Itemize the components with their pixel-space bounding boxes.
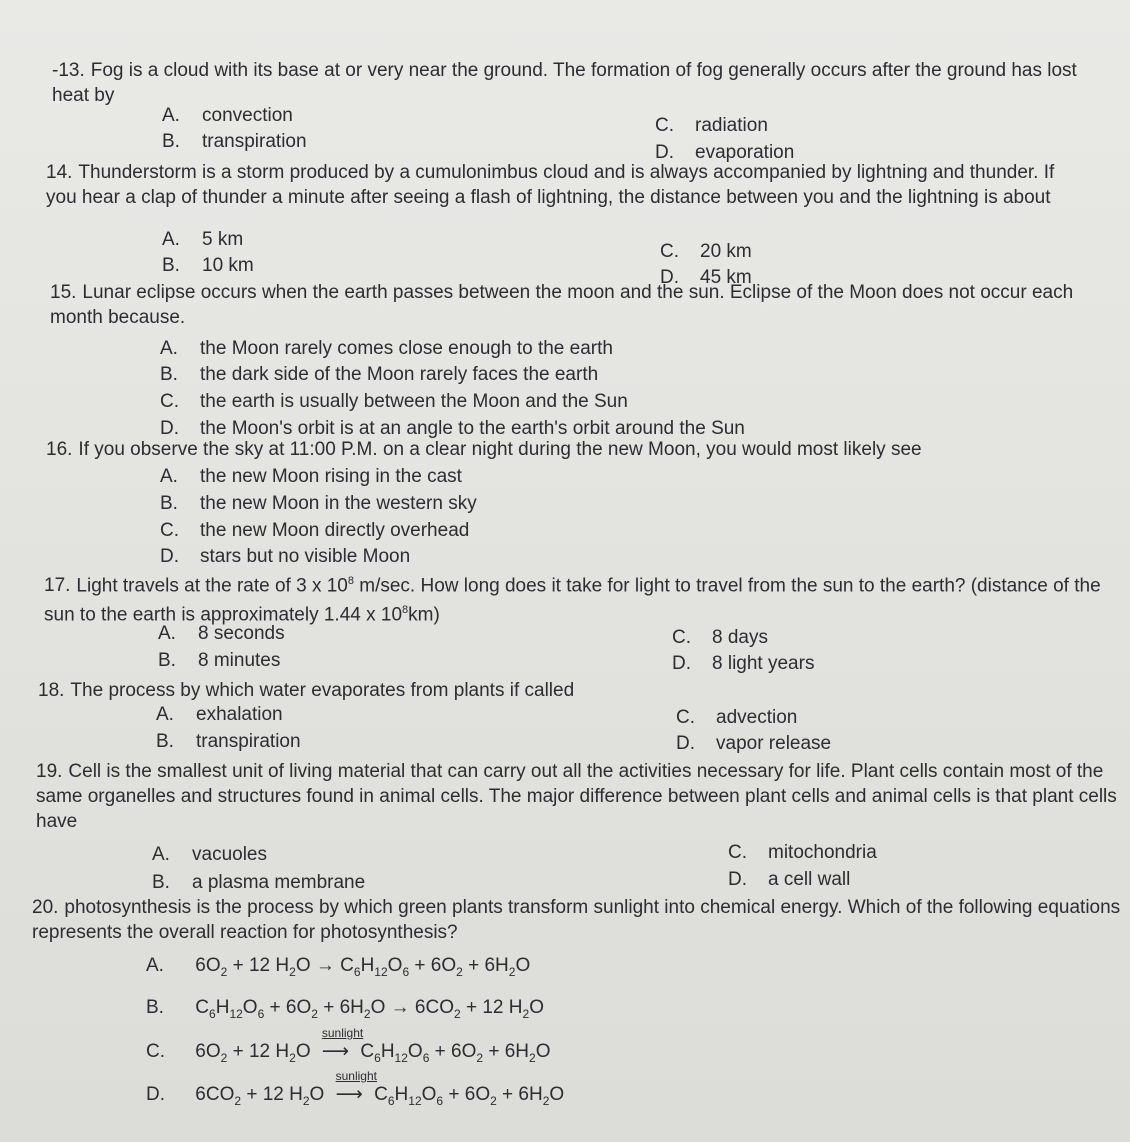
- option-b[interactable]: B. transpiration: [162, 131, 307, 152]
- option-d[interactable]: D. the Moon's orbit is at an angle to the earth's orbit around the Sun: [160, 418, 745, 439]
- option-b[interactable]: B. 10 km: [162, 255, 254, 276]
- option-b[interactable]: B. the dark side of the Moon rarely faces the earth: [160, 364, 599, 385]
- question-stem: 16. If you observe the sky at 11:00 P.M. on a clear night during the new Moon, you would most likely see: [46, 439, 922, 460]
- question-stem: -13. Fog is a cloud with its base at or very near the ground. The formation of fog generally occurs after the ground has lost heat by: [52, 60, 1077, 106]
- option-a[interactable]: A. vacuoles: [152, 844, 267, 865]
- option-d[interactable]: D. stars but no visible Moon: [160, 546, 411, 567]
- option-b[interactable]: B. the new Moon in the western sky: [160, 493, 477, 514]
- question-stem: 20. photosynthesis is the process by which green plants transform sunlight into chemical energy. Which of the following equations represents the overall reaction for photosynthesis?: [32, 897, 1121, 943]
- question-stem: 19. Cell is the smallest unit of living material that can carry out all the activities necessary for life. Plant cells contain most of the same organelles and structures found in animal cells. The major difference between plant cells and animal cells is that plant cells have: [36, 761, 1117, 832]
- option-a[interactable]: A. convection: [162, 105, 293, 126]
- option-a[interactable]: A. the new Moon rising in the cast: [160, 466, 462, 487]
- equation: $6CO_2 + 12$ $H_2O$ sunlight ⟶ $C_6H_{12}O_6 + 6O_2 + 6H_2O$: [195, 1069, 565, 1108]
- option-c[interactable]: C. the earth is usually between the Moon and the Sun: [160, 391, 628, 412]
- option-b[interactable]: B. 8 minutes: [158, 650, 281, 671]
- option-b[interactable]: B. transpiration: [156, 731, 301, 752]
- option-b[interactable]: B. $C_6H_{12}O_6 + 6O_2 + 6H_2O \to 6CO_2 + 12$ $H_2O$: [146, 997, 544, 1021]
- question-stem: 15. Lunar eclipse occurs when the earth passes between the moon and the sun. Eclipse of the Moon does not occur each month because.: [50, 282, 1074, 328]
- option-c[interactable]: C. mitochondria: [728, 842, 877, 863]
- option-c[interactable]: C. $6O_2 + 12$ $H_2O$ sunlight ⟶ $C_6H_{12}O_6 + 6O_2 + 6H_2O$: [146, 1026, 551, 1065]
- question-stem: 14. Thunderstorm is a storm produced by a cumulonimbus cloud and is always accompanied by lightning and thunder. If you hear a clap of thunder a minute after seeing a flash of lightning, the distance between you and the lightning is about: [46, 162, 1055, 208]
- option-c[interactable]: C. radiation: [655, 115, 768, 136]
- arrow-label: sunlight: [335, 1069, 377, 1083]
- option-b[interactable]: B. a plasma membrane: [152, 872, 366, 893]
- option-d[interactable]: D. a cell wall: [728, 869, 851, 890]
- equation: $C_6H_{12}O_6 + 6O_2 + 6H_2O \to 6CO_2 + 12$ $H_2O$: [195, 997, 544, 1021]
- option-d[interactable]: D. vapor release: [676, 733, 832, 754]
- option-a[interactable]: A. 8 seconds: [158, 623, 285, 644]
- option-a[interactable]: A. exhalation: [156, 704, 283, 725]
- option-c[interactable]: C. 8 days: [672, 627, 768, 648]
- option-d[interactable]: D. evaporation: [655, 142, 795, 163]
- question-stem: 18. The process by which water evaporates from plants if called: [38, 680, 575, 701]
- arrow-label: sunlight: [321, 1026, 364, 1040]
- option-c[interactable]: C. advection: [676, 707, 798, 728]
- option-d[interactable]: D. 45 km: [660, 267, 752, 288]
- option-d[interactable]: D. 8 light years: [672, 653, 815, 674]
- option-a[interactable]: A. 5 km: [162, 229, 244, 250]
- option-d[interactable]: D. $6CO_2 + 12$ $H_2O$ sunlight ⟶ $C_6H_{12}O_6 + 6O_2 + 6H_2O$: [146, 1069, 565, 1108]
- option-a[interactable]: A. $6O_2 + 12$ $H_2O \to C_6H_{12}O_6 + 6O_2 + 6H_2O$: [146, 955, 531, 979]
- option-c[interactable]: C. 20 km: [660, 241, 752, 262]
- option-a[interactable]: A. the Moon rarely comes close enough to the earth: [160, 338, 613, 359]
- equation: $6O_2 + 12$ $H_2O$ sunlight ⟶ $C_6H_{12}O_6 + 6O_2 + 6H_2O$: [195, 1026, 551, 1065]
- question-stem: 17. Light travels at the rate of 3 x $10^8$ m/sec. How long does it take for light to travel from the sun to the earth? (distance of the sun to the earth is approximately 1.44 x $10^8km$): [44, 575, 1101, 626]
- option-c[interactable]: C. the new Moon directly overhead: [160, 520, 470, 541]
- equation: $6O_2 + 12$ $H_2O \to C_6H_{12}O_6 + 6O_2 + 6H_2O$: [195, 955, 531, 979]
